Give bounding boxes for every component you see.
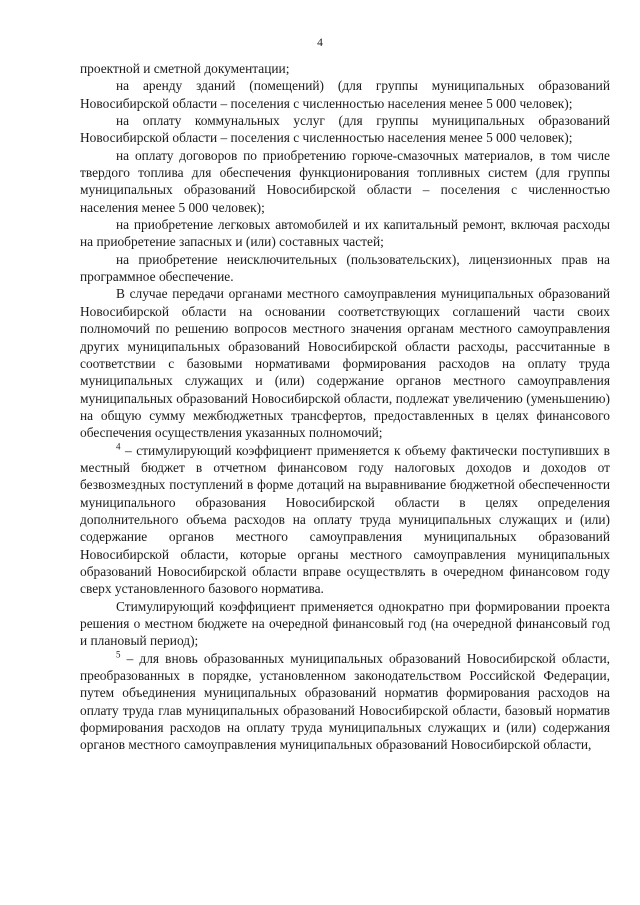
paragraph-5: на приобретение легковых автомобилей и их капитальный ремонт, включая расходы на приобретение запасных и (или) составных частей; xyxy=(80,217,610,250)
paragraph-1: проектной и сметной документации; xyxy=(80,61,290,76)
paragraph-10-text: – для вновь образованных муниципальных образований Новосибирской области, преобразованных в порядке, установленном законодательством Российской Федерации, путем объединения муниципальных образований норматив формирования расходов на оплату труда глав муниципальных образований Новосибирской области, базовый норматив формирования расходов на оплату труда муниципальных служащих и (или) содержания органов местного самоуправления муниципальных образований Новосибирской области, xyxy=(80,650,610,753)
footnote-marker-4: 4 xyxy=(116,441,121,452)
document-body xyxy=(80,60,610,754)
paragraph-2: на аренду зданий (помещений) (для группы муниципальных образований Новосибирской области – поселения с численностью населения менее 5 000 человек); xyxy=(80,78,610,111)
paragraph-10-footnote-5 xyxy=(80,650,610,754)
paragraph-6: на приобретение неисключительных (пользовательских), лицензионных прав на программное обеспечение. xyxy=(80,251,610,285)
paragraph-9: Стимулирующий коэффициент применяется однократно при формировании проекта решения о местном бюджете на очередной финансовый год (на очередной финансовый год и плановый период); xyxy=(80,598,610,649)
footnote-marker-5: 5 xyxy=(116,649,121,660)
paragraph-3: на оплату коммунальных услуг (для группы муниципальных образований Новосибирской области – поселения с численностью населения менее 5 000 человек); xyxy=(80,113,610,146)
paragraph-8-text: – стимулирующий коэффициент применяется к объему фактически поступивших в местный бюджет в отчетном финансовом году налоговых доходов и доходов от безвозмездных поступлений в форме дотаций на выравнивание бюджетной обеспеченности муниципального образования Новосибирской области в целях определения дополнительного объема расходов на оплату труда муниципальных служащих и (или) содержание органов местного самоуправления муниципальных образований Новосибирской области, которые органы местного самоуправления муниципальных образований Новосибирской области вправе осуществлять в очередном финансовом году сверх установленного базового норматива. xyxy=(80,442,610,597)
paragraph-4: на оплату договоров по приобретению горюче-смазочных материалов, в том числе твердого топлива для обеспечения функционирования топливных систем (для группы муниципальных образований Новосибирской области – поселения с численностью населения менее 5 000 человек); xyxy=(80,147,610,215)
page-number: 4 xyxy=(317,37,323,49)
paragraph-8-footnote-4 xyxy=(80,442,610,598)
paragraph-7: В случае передачи органами местного самоуправления муниципальных образований Новосибирской области на основании соответствующих соглашений части своих полномочий по решению вопросов местного значения органам местного самоуправления других муниципальных образований Новосибирской области расходы, рассчитанные в соответствии с базовыми нормативами формирования расходов на оплату труда муниципальных служащих и (или) содержание органов местного самоуправления муниципальных образований Новосибирской области, подлежат увеличению (уменьшению) на общую сумму межбюджетных трансфертов, предоставленных в целях финансового обеспечения осуществления указанных полномочий; xyxy=(80,286,610,441)
